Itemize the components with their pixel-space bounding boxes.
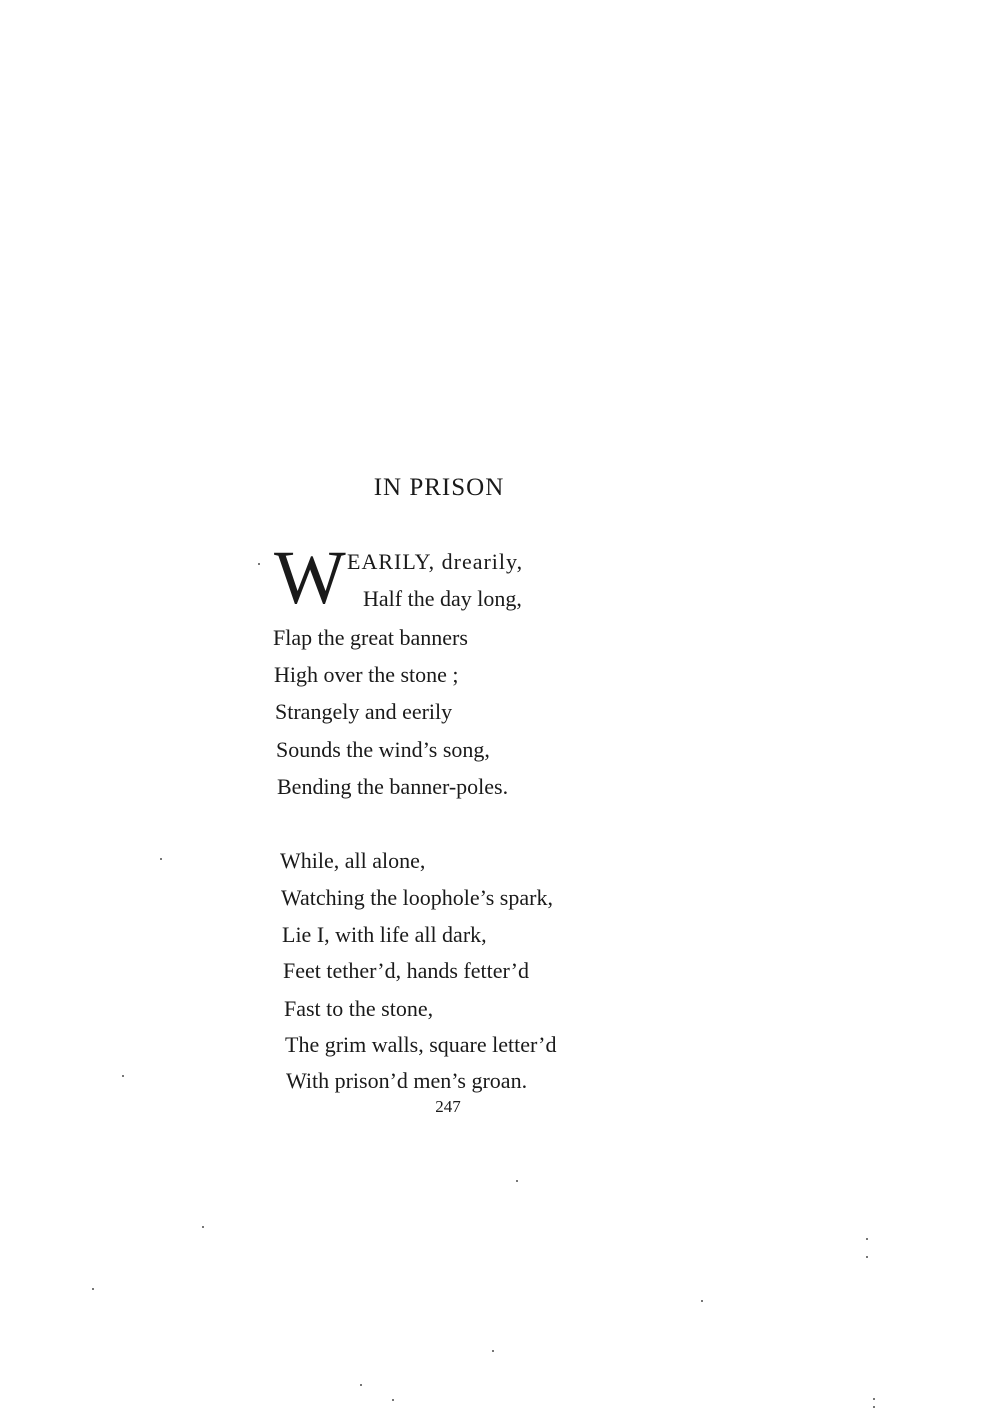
stanza-1-line-5: Strangely and eerily	[275, 699, 453, 724]
stanza-2-line-4: Feet tether’d, hands fetter’d	[283, 958, 529, 983]
stanza-2-line-6: The grim walls, square letter’d	[285, 1032, 557, 1057]
stanza-1-line-6: Sounds the wind’s song,	[276, 737, 490, 762]
scan-speck	[866, 1256, 868, 1258]
scan-speck	[516, 1180, 518, 1182]
scan-speck	[92, 1288, 94, 1290]
scan-speck	[392, 1399, 394, 1401]
stanza-1-line-1: EARILY, drearily,	[347, 549, 524, 574]
stanza-2-line-3: Lie I, with life all dark,	[282, 922, 487, 947]
stanza-2-line-5: Fast to the stone,	[284, 996, 434, 1021]
stanza-1-line-2: Half the day long,	[363, 586, 522, 611]
poem-title: IN PRISON	[373, 474, 505, 501]
drop-cap: W	[274, 536, 346, 620]
scan-speck	[866, 1238, 868, 1240]
scan-speck	[160, 858, 162, 860]
scan-speck	[360, 1384, 362, 1386]
stanza-2-line-7: With prison’d men’s groan.	[286, 1068, 528, 1093]
page-number: 247	[435, 1097, 461, 1116]
scan-speck	[873, 1406, 875, 1408]
scan-speck	[122, 1075, 124, 1077]
scan-speck	[202, 1226, 204, 1228]
stanza-1-line-3: Flap the great banners	[273, 625, 468, 650]
scan-speck	[258, 563, 260, 565]
stanza-1-line-4: High over the stone ;	[274, 662, 459, 687]
stanza-1-line-7: Bending the banner-poles.	[277, 774, 509, 799]
stanza-2-line-2: Watching the loophole’s spark,	[281, 885, 553, 910]
scan-speck	[701, 1300, 703, 1302]
scan-speck	[873, 1398, 875, 1400]
scan-speck	[492, 1350, 494, 1352]
stanza-2-line-1: While, all alone,	[280, 848, 426, 873]
